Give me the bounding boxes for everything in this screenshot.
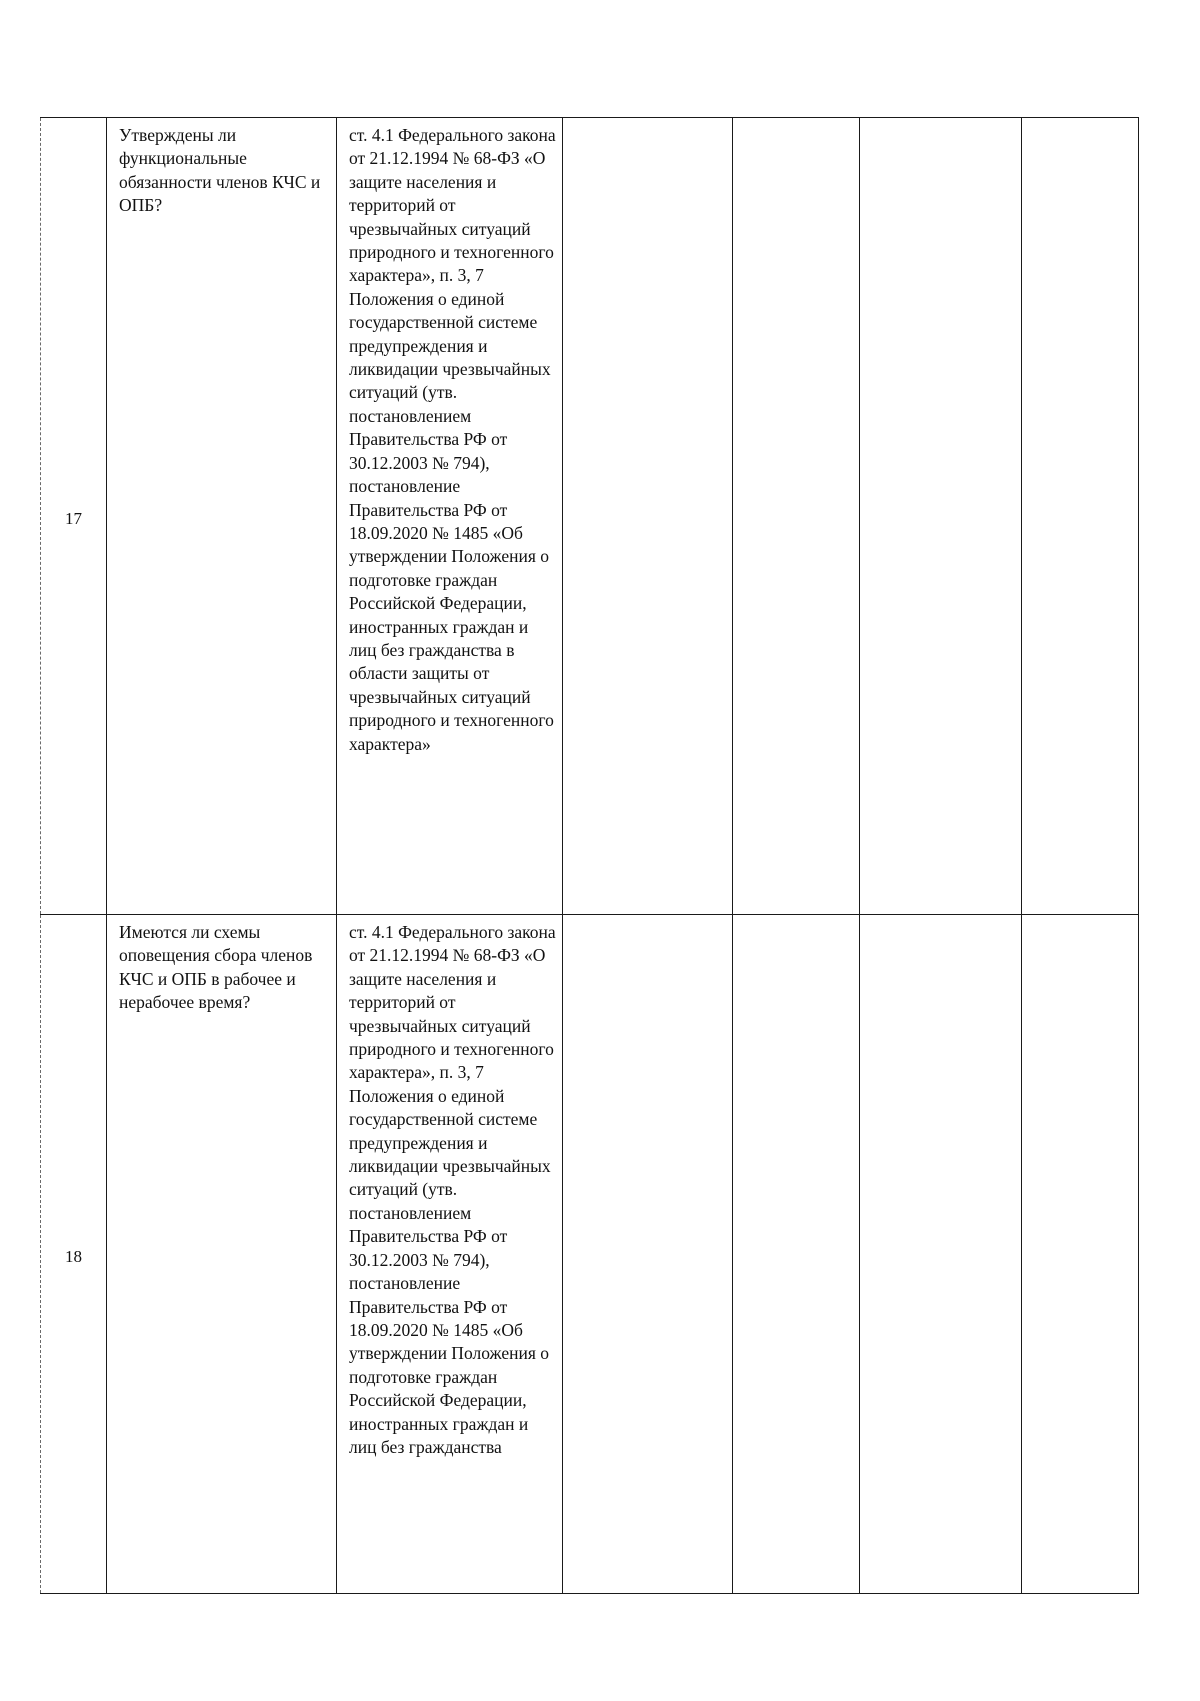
answer-no-cell <box>733 915 860 1594</box>
row-number-cell: 17 <box>41 118 107 915</box>
legal-basis-cell: ст. 4.1 Федерального закона от 21.12.1994 № 68-ФЗ «О защите населения и территорий от чрезвычайных ситуаций природного и техногенного характера», п. 3, 7 Положения о единой государственной системе предупреждения и ликвидации чрезвычайных ситуаций (утв. постановлением Правительства РФ от 30.12.2003 № 794), постановление Правительства РФ от 18.09.2020 № 1485 «Об утверждении Положения о подготовке граждан Российской Федерации, иностранных граждан и лиц без гражданства <box>337 915 563 1594</box>
answer-yes-cell <box>563 915 733 1594</box>
not-applicable-cell <box>860 915 1022 1594</box>
question-cell: Имеются ли схемы оповещения сбора членов КЧС и ОПБ в рабочее и нерабочее время? <box>107 915 337 1594</box>
not-applicable-cell <box>860 118 1022 915</box>
answer-no-cell <box>733 118 860 915</box>
note-cell <box>1022 118 1139 915</box>
table-row <box>41 915 1139 1594</box>
legal-basis-cell: ст. 4.1 Федерального закона от 21.12.1994 № 68-ФЗ «О защите населения и территорий от чрезвычайных ситуаций природного и техногенного характера», п. 3, 7 Положения о единой государственной системе предупреждения и ликвидации чрезвычайных ситуаций (утв. постановлением Правительства РФ от 30.12.2003 № 794), постановление Правительства РФ от 18.09.2020 № 1485 «Об утверждении Положения о подготовке граждан Российской Федерации, иностранных граждан и лиц без гражданства в области защиты от чрезвычайных ситуаций природного и техногенного характера» <box>337 118 563 915</box>
table-row <box>41 118 1139 915</box>
row-number-cell: 18 <box>41 915 107 1594</box>
checklist-table <box>40 117 1139 1594</box>
question-cell: Утверждены ли функциональные обязанности членов КЧС и ОПБ? <box>107 118 337 915</box>
note-cell <box>1022 915 1139 1594</box>
answer-yes-cell <box>563 118 733 915</box>
